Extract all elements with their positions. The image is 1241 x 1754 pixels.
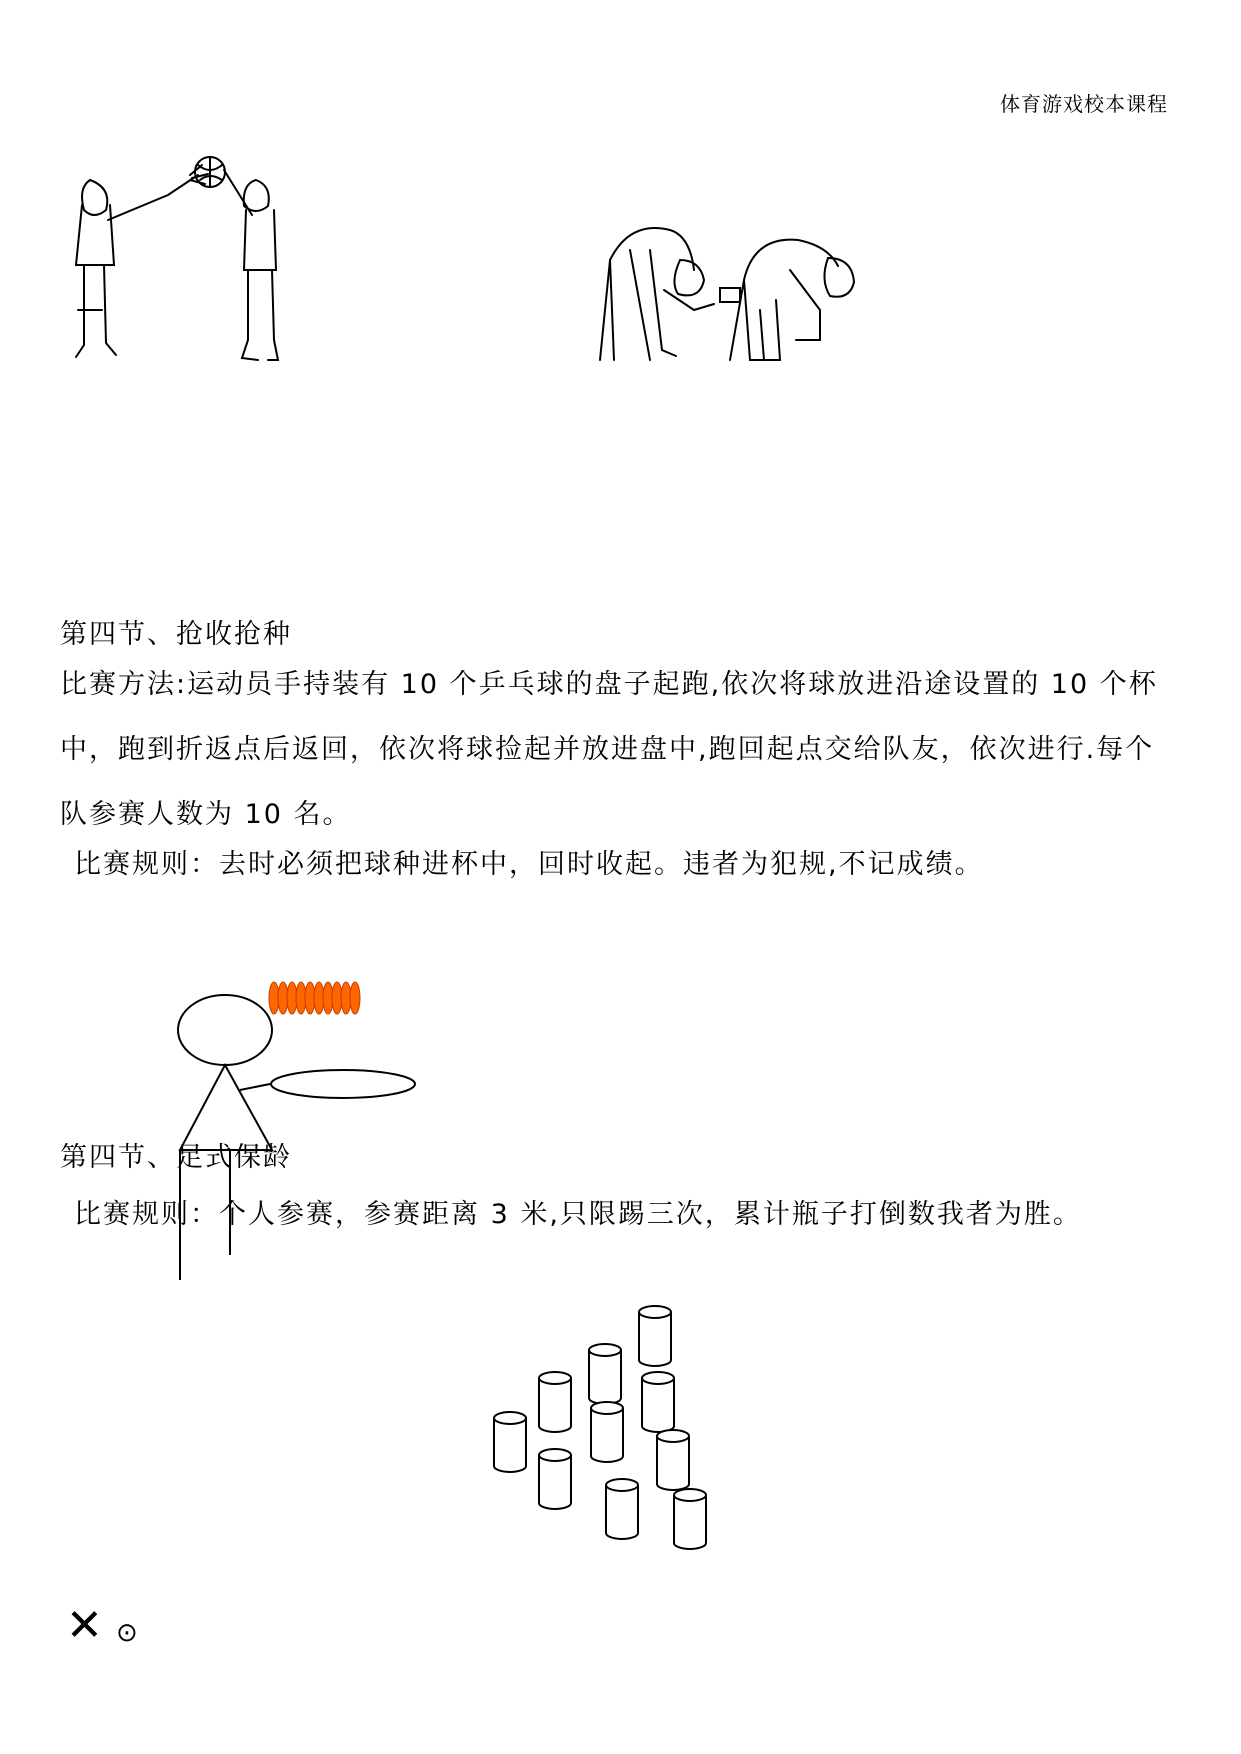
page-header: 体育游戏校本课程: [1000, 92, 1168, 116]
bowling-pin: [657, 1430, 689, 1490]
tray-runner-diagram: [170, 980, 430, 1280]
section-b-rules: 比赛规则：个人参赛，参赛距离 3 米,只限踢三次，累计瓶子打倒数我者为胜。: [74, 1199, 1082, 1230]
bowling-pin: [606, 1479, 638, 1539]
section-a-method: 比赛方法:运动员手持装有 10 个乒乓球的盘子起跑,依次将球放进沿途设置的 10 个杯中，跑到折返点后返回，依次将球捡起并放进盘中,跑回起点交给队友，依次进行.每个队参赛人数为 10 名。: [60, 669, 1158, 830]
ball-position-icon: ⊙: [116, 1618, 138, 1648]
bowling-pin: [674, 1489, 706, 1549]
passing-players-illustration: [60, 150, 380, 410]
ping-pong-balls-group: [269, 982, 360, 1014]
bowling-pin: [589, 1344, 621, 1404]
bowling-pin: [591, 1402, 623, 1462]
bowling-pin: [539, 1372, 571, 1432]
arm-line: [240, 1084, 270, 1090]
section-title-foot-bowling: 第四节、足式保龄: [60, 1142, 292, 1173]
bowling-pin: [642, 1372, 674, 1432]
cross-icon: ✕: [66, 1600, 103, 1651]
tray-shape: [271, 1070, 415, 1098]
ping-pong-ball: [350, 982, 360, 1014]
bowling-pin: [539, 1449, 571, 1509]
bending-players-illustration: [590, 210, 910, 390]
section-title-harvest: 第四节、抢收抢种: [60, 619, 292, 650]
head-shape: [178, 995, 272, 1065]
bowling-pin: [639, 1306, 671, 1366]
section-a-rules: 比赛规则：去时必须把球种进杯中，回时收起。违者为犯规,不记成绩。: [74, 849, 984, 880]
bowling-pin: [494, 1412, 526, 1472]
bowling-pins-diagram: [500, 1300, 800, 1620]
